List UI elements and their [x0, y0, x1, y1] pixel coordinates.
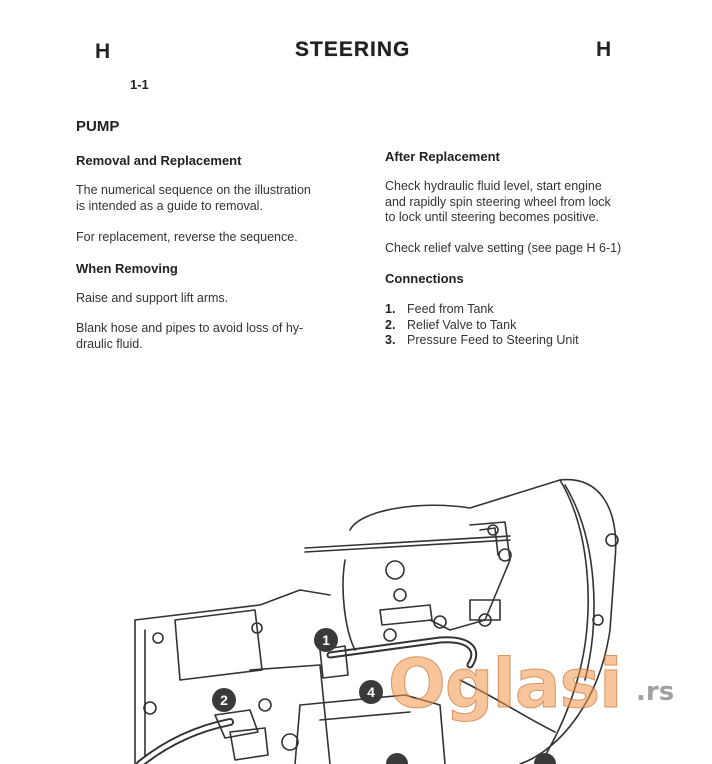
connections-list	[385, 302, 579, 349]
text-line: draulic fluid.	[76, 336, 143, 351]
section-letter-right: H	[596, 38, 612, 61]
list-number: 3.	[385, 333, 396, 347]
when-removing-heading: When Removing	[76, 261, 178, 276]
text-line: to lock until steering becomes positive.	[385, 210, 599, 224]
text-line: is intended as a guide to removal.	[76, 198, 263, 213]
replacement-paragraph: For replacement, reverse the sequence.	[76, 230, 298, 244]
raise-paragraph: Raise and support lift arms.	[76, 291, 229, 305]
watermark-brand: Oglasi	[388, 645, 622, 724]
relief-valve-paragraph: Check relief valve setting (see page H 6-1)	[385, 241, 622, 255]
list-item	[385, 302, 579, 318]
blank-hose-paragraph	[76, 321, 303, 352]
watermark-suffix: .rs	[636, 677, 675, 707]
callout-1	[314, 628, 338, 652]
callout-2-label: 2	[220, 692, 228, 708]
after-replacement-paragraph	[385, 179, 611, 226]
list-text: Relief Valve to Tank	[407, 317, 517, 332]
text-line: and rapidly spin steering wheel from lock	[385, 194, 611, 209]
removal-paragraph	[76, 183, 311, 214]
callout-2	[212, 688, 236, 712]
list-text: Feed from Tank	[407, 302, 494, 316]
list-item	[385, 333, 579, 349]
list-text: Pressure Feed to Steering Unit	[407, 333, 579, 347]
pump-heading: PUMP	[76, 118, 120, 135]
callout-4	[359, 680, 383, 704]
after-replacement-heading: After Replacement	[385, 149, 500, 164]
text-line: Check hydraulic fluid level, start engine	[385, 179, 602, 193]
connections-heading: Connections	[385, 271, 464, 286]
callout-4-label: 4	[367, 684, 375, 700]
watermark-logo	[388, 645, 688, 735]
list-item	[385, 318, 579, 334]
page-number: 1-1	[130, 77, 149, 92]
list-number: 1.	[385, 302, 396, 316]
list-number: 2.	[385, 317, 396, 332]
callout-1-label: 1	[322, 632, 330, 648]
removal-heading: Removal and Replacement	[76, 153, 242, 168]
page-title: STEERING	[295, 38, 411, 61]
section-letter-left: H	[95, 40, 111, 63]
text-line: The numerical sequence on the illustration	[76, 183, 311, 197]
text-line: Blank hose and pipes to avoid loss of hy-	[76, 321, 304, 335]
